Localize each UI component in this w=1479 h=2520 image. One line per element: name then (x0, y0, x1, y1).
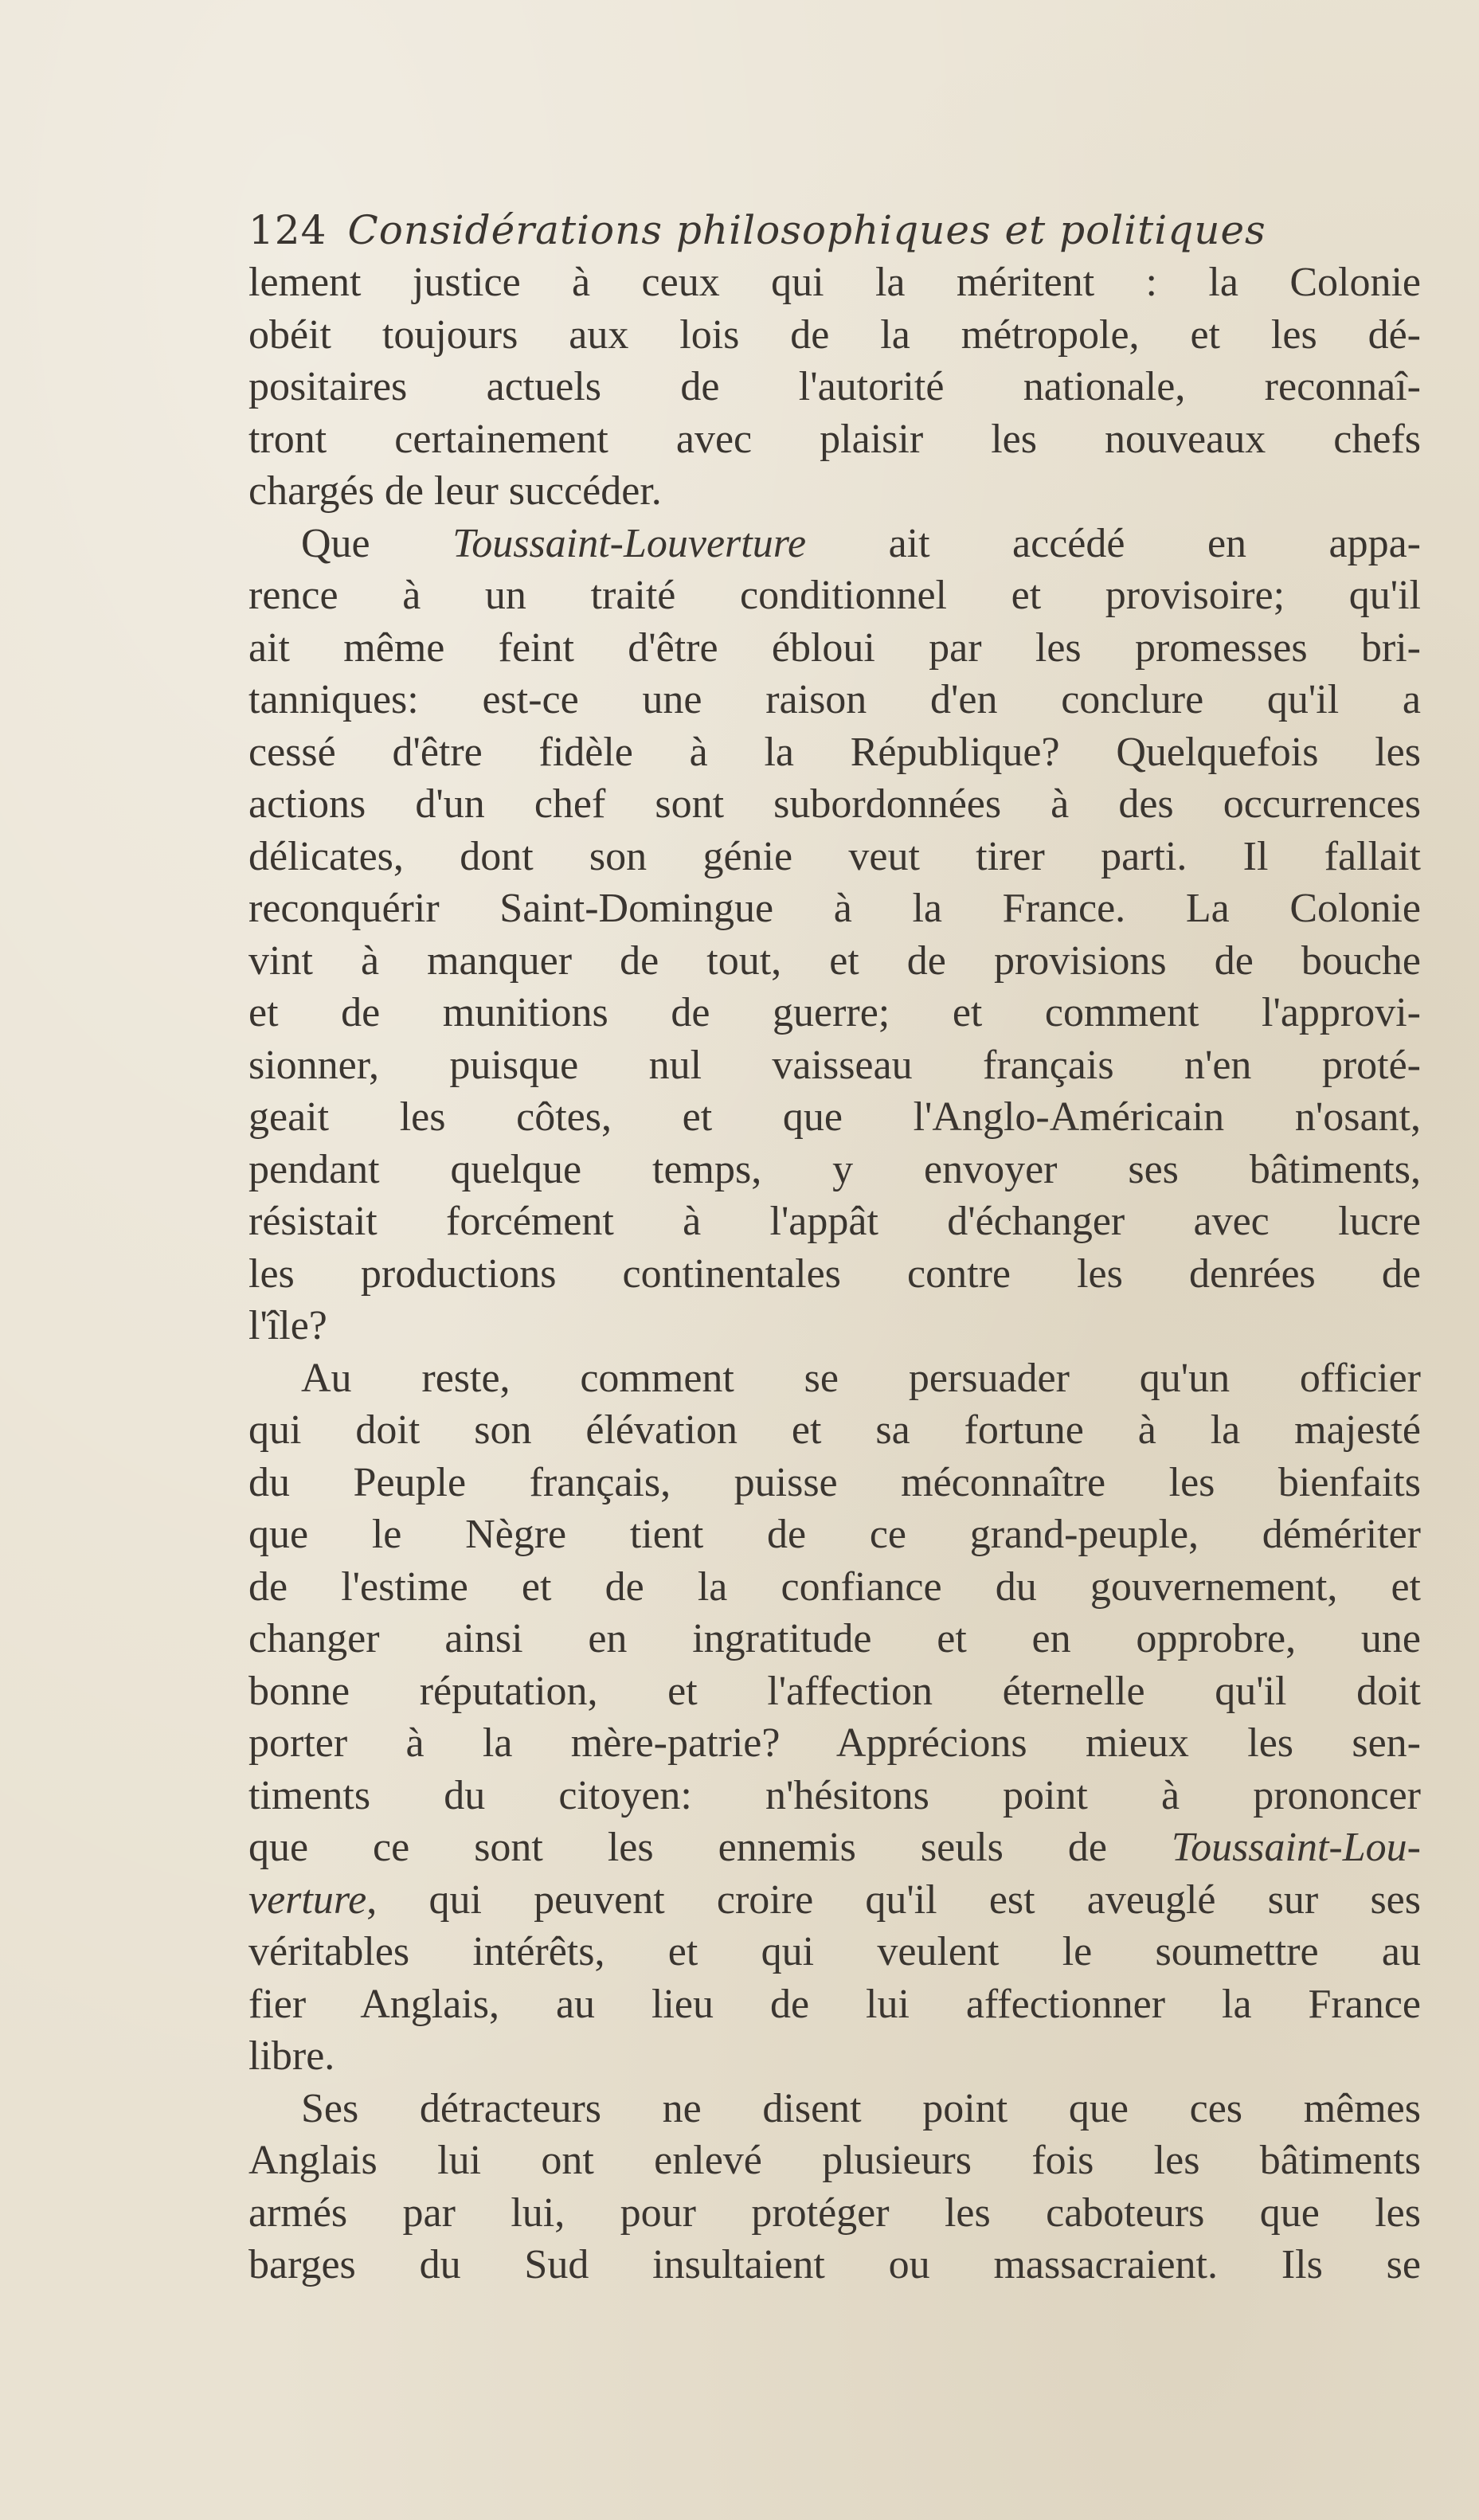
text-line: que le Nègre tient de ce grand-peuple, démériter (248, 1512, 1421, 1557)
text-line: barges du Sud insultaient ou massacraient. Ils se (248, 2242, 1421, 2287)
text-line: positaires actuels de l'autorité nationale, reconnaî- (248, 364, 1421, 409)
page-number: 124 (248, 207, 327, 253)
text-line: tront certainement avec plaisir les nouveaux chefs (248, 416, 1421, 462)
text-line: ait même feint d'être ébloui par les promesses bri- (248, 624, 1421, 671)
text-line: pendant quelque temps, y envoyer ses bâtiments, (248, 1146, 1421, 1192)
text-line: de l'estime et de la confiance du gouvernement, et (248, 1563, 1421, 1610)
book-page (248, 205, 1421, 2291)
text-line: résistait forcément à l'appât d'échanger avec lucre (248, 1199, 1421, 1244)
text-line: Au reste, comment se persuader qu'un officier (301, 1355, 1421, 1401)
text-line: verture, qui peuvent croire qu'il est aveuglé sur ses (248, 1876, 1421, 1923)
paragraph-4 (248, 2083, 1421, 2291)
text-line: tanniques: est-ce une raison d'en conclure qu'il a (248, 677, 1421, 722)
text-line: vint à manquer de tout, et de provisions de bouche (248, 937, 1421, 984)
text-line: changer ainsi en ingratitude et en opprobre, une (248, 1616, 1421, 1661)
text-line: rence à un traité conditionnel et provisoire; qu'il (248, 573, 1421, 618)
text-line: Anglais lui ont enlevé plusieurs fois les bâtiments (248, 2138, 1421, 2183)
text-line: bonne réputation, et l'affection éternelle qu'il doit (248, 1668, 1421, 1714)
text-line: actions d'un chef sont subordonnées à des occurrences (248, 781, 1421, 827)
paragraph-1 (248, 256, 1421, 518)
text-line: libre. (248, 2033, 335, 2079)
text-line: lement justice à ceux qui la méritent : la Colonie (248, 260, 1421, 305)
text-line: et de munitions de guerre; et comment l'approvi- (248, 990, 1421, 1035)
running-title: Considérations philosophiques et politiques (347, 207, 1266, 253)
text-line: les productions continentales contre les denrées de (248, 1250, 1421, 1297)
text-line: que ce sont les ennemis seuls de Toussaint-Lou- (248, 1825, 1421, 1870)
text-line: l'île? (248, 1303, 327, 1348)
text-line: Que Toussaint-Louverture ait accédé en appa- (301, 520, 1421, 566)
text-line: Ses détracteurs ne disent point que ces mêmes (301, 2085, 1421, 2131)
text-line: véritables intérêts, et qui veulent le soumettre au (248, 1929, 1421, 1974)
paragraph-3 (248, 1352, 1421, 2083)
text-line: délicates, dont son génie veut tirer parti. Il fallait (248, 833, 1421, 879)
text-line: geait les côtes, et que l'Anglo-Américain n'osant, (248, 1094, 1421, 1140)
text-line: cessé d'être fidèle à la République? Quelquefois les (248, 729, 1421, 775)
paragraph-2 (248, 518, 1421, 1352)
text-line: du Peuple français, puisse méconnaître les bienfaits (248, 1459, 1421, 1505)
text-line: obéit toujours aux lois de la métropole, et les dé- (248, 311, 1421, 358)
text-line: sionner, puisque nul vaisseau français n'en proté- (248, 1042, 1421, 1088)
text-line: armés par lui, pour protéger les caboteurs que les (248, 2189, 1421, 2236)
text-line: timents du citoyen: n'hésitons point à prononcer (248, 1772, 1421, 1818)
running-head (248, 205, 1421, 255)
text-line: qui doit son élévation et sa fortune à la majesté (248, 1407, 1421, 1453)
text-line: porter à la mère-patrie? Apprécions mieux les sen- (248, 1720, 1421, 1766)
text-line: reconquérir Saint-Domingue à la France. La Colonie (248, 886, 1421, 931)
text-line: fier Anglais, au lieu de lui affectionner la France (248, 1981, 1421, 2027)
text-body (248, 256, 1421, 2291)
text-line: chargés de leur succéder. (248, 468, 662, 514)
